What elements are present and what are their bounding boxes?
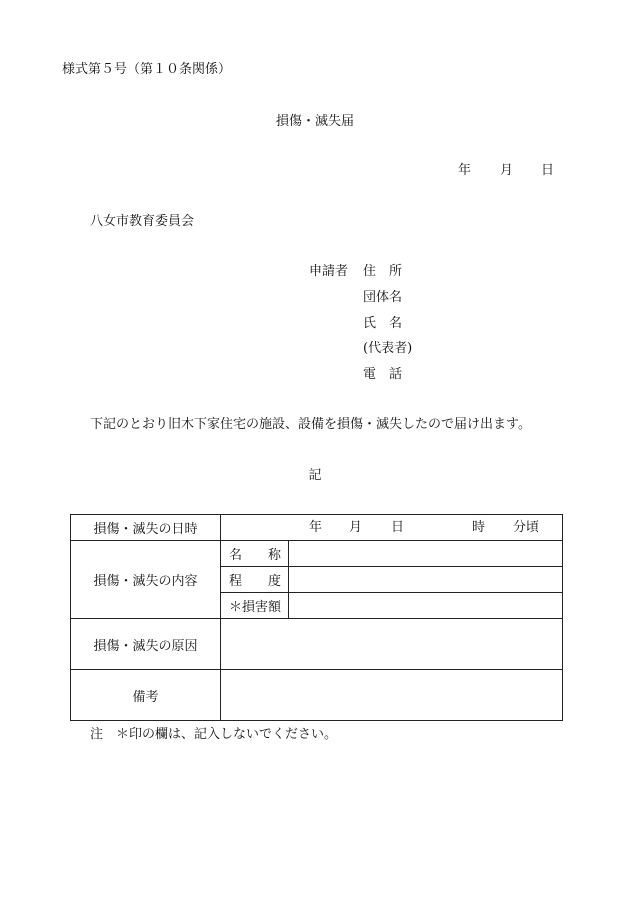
datetime-field[interactable] — [221, 515, 563, 541]
datetime-label: 損傷・滅失の日時 — [71, 515, 221, 541]
date-day-label: 日 — [541, 163, 555, 178]
applicant-representative-label: (代表者) — [363, 341, 413, 356]
form-number: 様式第５号（第１０条関係） — [62, 62, 232, 77]
applicant-phone-label: 電 話 — [363, 367, 403, 382]
datetime-row — [71, 515, 563, 541]
remarks-field[interactable] — [221, 670, 563, 721]
ki-heading: 記 — [308, 468, 322, 483]
datetime-month: 月 — [349, 520, 363, 535]
remarks-label: 備考 — [71, 670, 221, 721]
addressee: 八女市教育委員会 — [90, 214, 195, 229]
remarks-row — [71, 670, 563, 721]
content-name-field[interactable] — [289, 541, 563, 567]
datetime-minute: 分頃 — [513, 520, 540, 535]
content-degree-label: 程 度 — [221, 567, 289, 593]
applicant-name-label: 氏 名 — [363, 316, 403, 331]
applicant-label: 申請者 — [309, 264, 349, 279]
cause-field[interactable] — [221, 619, 563, 670]
content-name-row — [71, 541, 563, 567]
datetime-day: 日 — [391, 520, 405, 535]
cause-row — [71, 619, 563, 670]
content-name-label: 名 称 — [221, 541, 289, 567]
datetime-year: 年 — [309, 520, 323, 535]
report-table — [70, 514, 563, 721]
applicant-group-label: 団体名 — [363, 290, 403, 305]
applicant-address-label: 住 所 — [363, 264, 403, 279]
date-month-label: 月 — [500, 163, 514, 178]
cause-label: 損傷・滅失の原因 — [71, 619, 221, 670]
content-damage-field[interactable] — [289, 593, 563, 619]
body-text: 下記のとおり旧木下家住宅の施設、設備を損傷・滅失したので届け出ます。 — [90, 417, 531, 432]
content-damage-label: ＊損害額 — [221, 593, 289, 619]
content-degree-field[interactable] — [289, 567, 563, 593]
footnote: 注 ＊印の欄は、記入しないでください。 — [90, 727, 338, 742]
content-label: 損傷・滅失の内容 — [71, 541, 221, 619]
date-year-label: 年 — [458, 163, 472, 178]
datetime-hour: 時 — [472, 520, 486, 535]
page-title: 損傷・滅失届 — [275, 114, 354, 129]
